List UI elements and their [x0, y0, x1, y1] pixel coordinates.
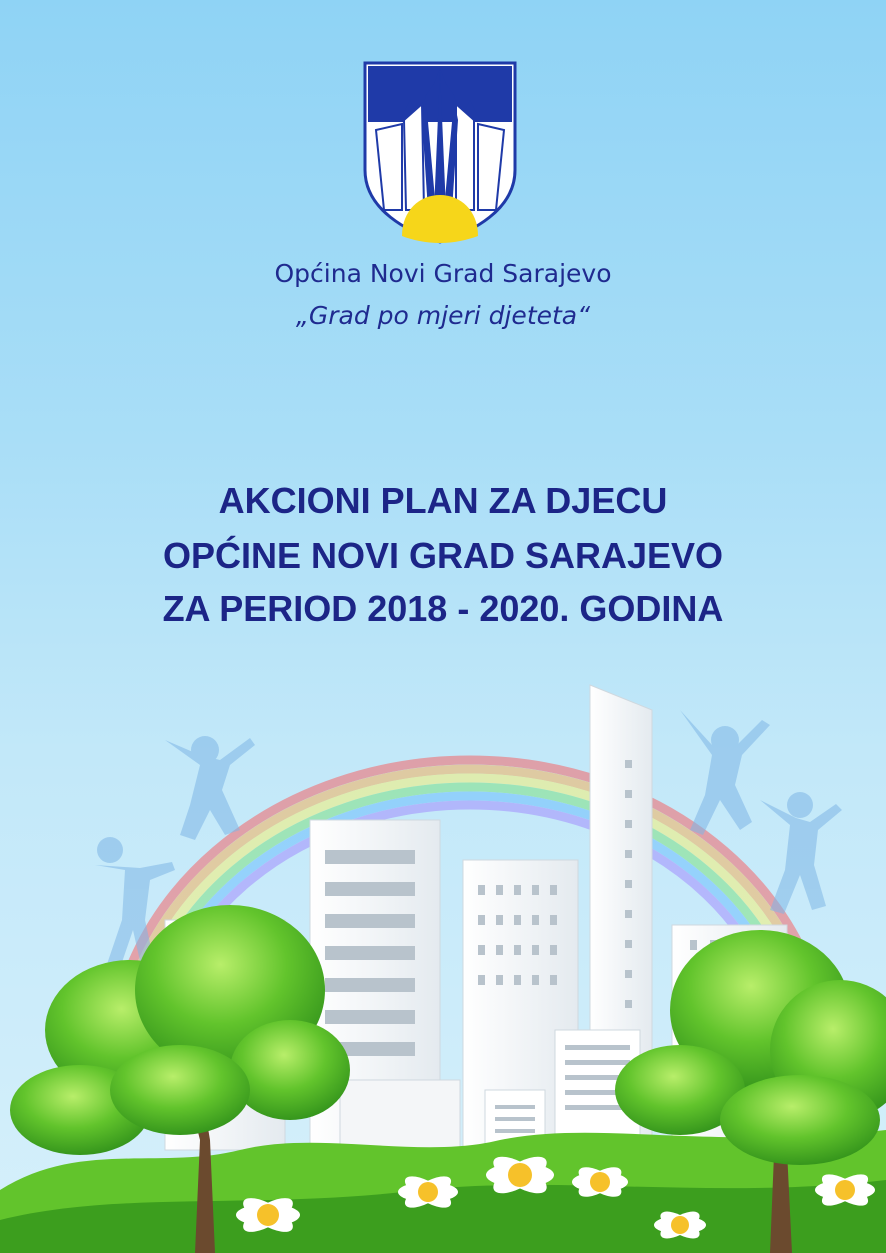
coat-of-arms-icon: [362, 60, 518, 244]
title-line-2: OPĆINE NOVI GRAD SARAJEVO: [162, 535, 724, 576]
organization-slogan: „Grad po mjeri djeteta“: [295, 301, 591, 330]
organization-name: Općina Novi Grad Sarajevo: [274, 259, 612, 288]
city-illustration: [0, 670, 886, 1253]
title-line-1: AKCIONI PLAN ZA DJECU: [218, 480, 668, 521]
title-line-3: ZA PERIOD 2018 - 2020. GODINA: [162, 588, 724, 629]
